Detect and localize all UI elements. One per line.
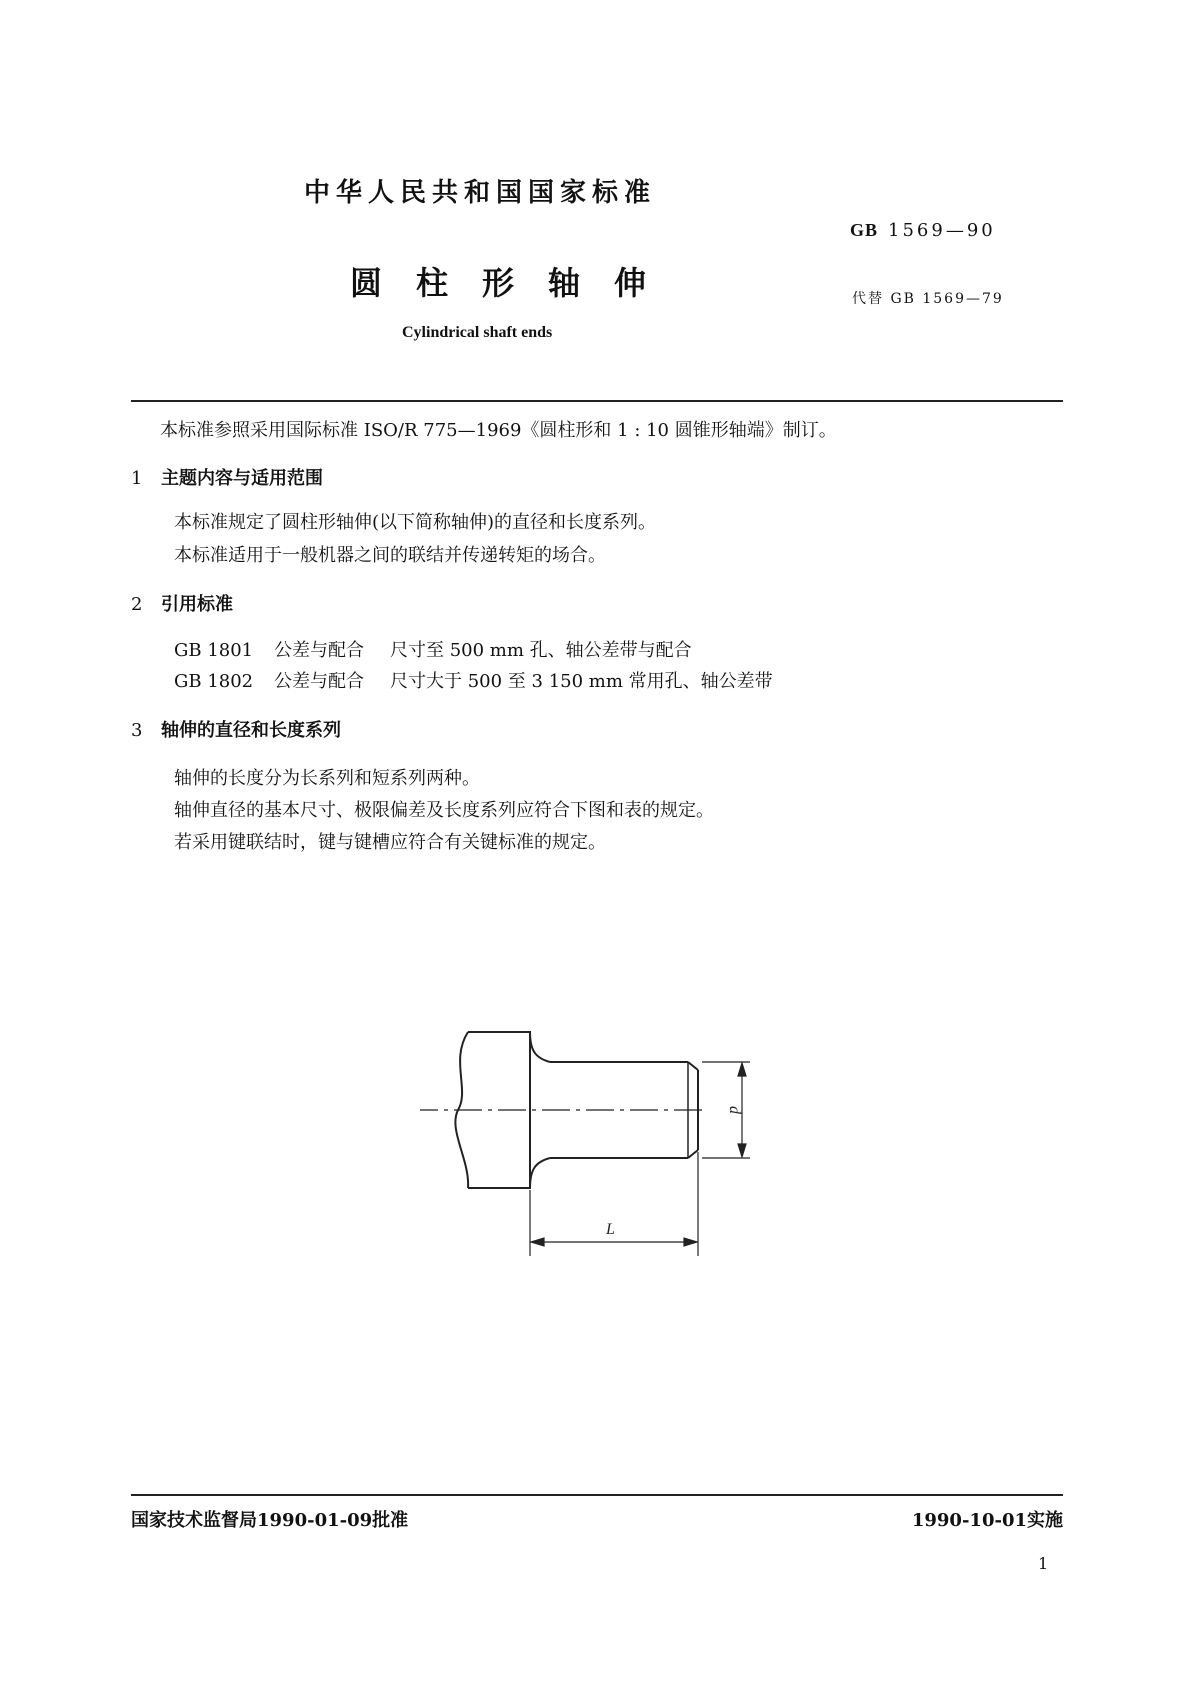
section-3-heading: [131, 716, 341, 742]
section-title: 引用标准: [161, 594, 233, 615]
page-number: 1: [1038, 1554, 1049, 1573]
section-3-paragraph-3: 若采用键联结时，键与键槽应符合有关键标准的规定。: [174, 832, 606, 853]
L-arrow-right: [684, 1238, 697, 1246]
lower-fillet: [530, 1158, 550, 1188]
section-title: 轴伸的直径和长度系列: [161, 720, 341, 741]
chamfer-top: [688, 1062, 698, 1070]
d-arrow-bottom: [738, 1144, 746, 1157]
section-number: 3: [131, 720, 143, 741]
reference-description: 尺寸至 500 mm 孔、轴公差带与配合: [390, 640, 692, 661]
replaces-standard: 代替 GB 1569—79: [852, 291, 1004, 307]
header-rule: [131, 400, 1063, 402]
length-label: L: [606, 1221, 615, 1238]
chamfer-bottom: [688, 1150, 698, 1158]
d-arrow-top: [738, 1063, 746, 1076]
document-title: 圆柱形轴伸: [350, 264, 681, 302]
upper-fillet: [530, 1032, 550, 1062]
reference-name: 公差与配合: [274, 671, 364, 692]
reference-description: 尺寸大于 500 至 3 150 mm 常用孔、轴公差带: [390, 671, 773, 692]
national-standard-title: 中华人民共和国国家标准: [304, 178, 657, 208]
gb-number: 1569—90: [888, 220, 996, 241]
shaft-end-diagram: [420, 1020, 760, 1280]
gb-prefix: GB: [850, 220, 879, 240]
reference-row: [174, 667, 773, 693]
section-title: 主题内容与适用范围: [161, 468, 323, 489]
reference-code: GB 1801: [174, 640, 254, 661]
approval-date: 国家技术监督局1990-01-09批准: [131, 1510, 409, 1531]
reference-row: [174, 636, 692, 662]
implementation-date: 1990-10-01实施: [911, 1510, 1063, 1531]
section-3-paragraph-2: 轴伸直径的基本尺寸、极限偏差及长度系列应符合下图和表的规定。: [174, 800, 714, 821]
section-number: 2: [131, 594, 143, 615]
section-1-paragraph-2: 本标准适用于一般机器之间的联结并传递转矩的场合。: [174, 545, 606, 566]
english-title: Cylindrical shaft ends: [402, 324, 553, 341]
L-arrow-left: [531, 1238, 544, 1246]
section-1-heading: [131, 464, 323, 490]
section-number: 1: [131, 468, 143, 489]
standard-number: [850, 220, 996, 241]
reference-code: GB 1802: [174, 671, 254, 692]
footer-rule: [131, 1494, 1063, 1496]
section-2-heading: [131, 590, 233, 616]
section-3-paragraph-1: 轴伸的长度分为长系列和短系列两种。: [174, 768, 480, 789]
reference-name: 公差与配合: [274, 640, 364, 661]
intro-paragraph: 本标准参照采用国际标准 ISO/R 775—1969《圆柱形和 1 : 10 圆锥形轴端》制订。: [160, 420, 837, 441]
section-1-paragraph-1: 本标准规定了圆柱形轴伸(以下简称轴伸)的直径和长度系列。: [174, 512, 657, 533]
diameter-label: d: [726, 1106, 743, 1114]
